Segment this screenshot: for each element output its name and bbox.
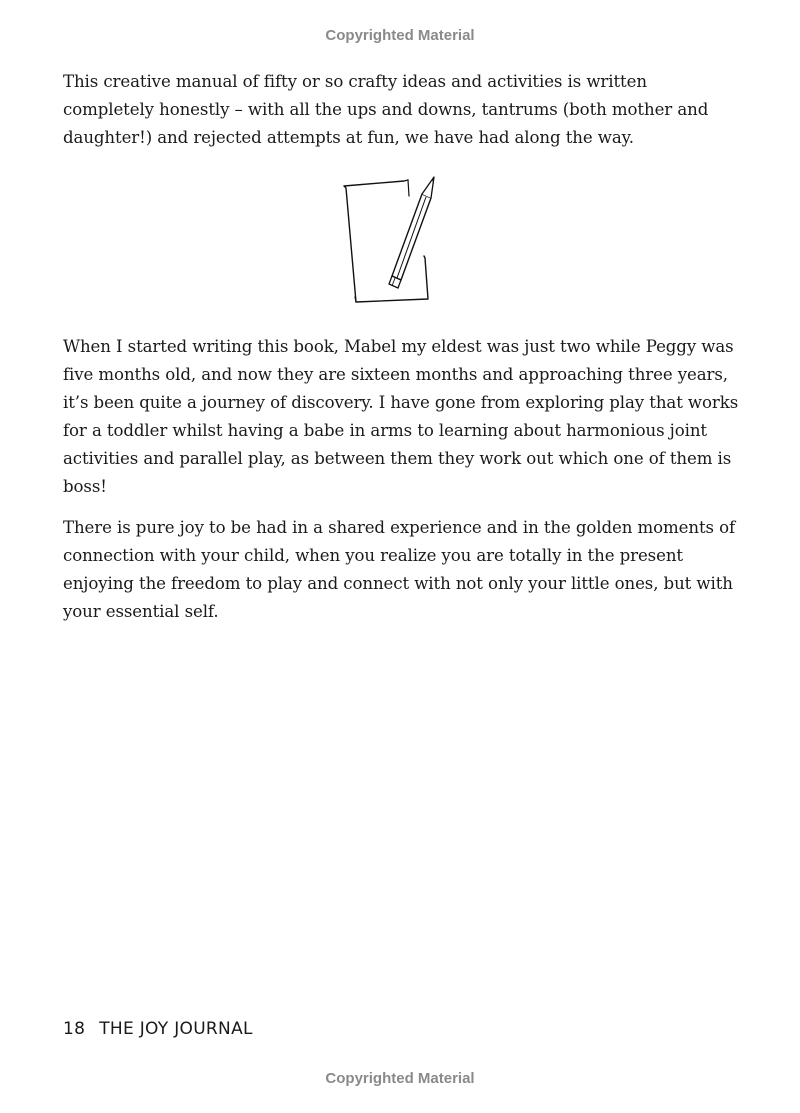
running-book-title: THE JOY JOURNAL bbox=[99, 1019, 253, 1039]
copyright-watermark-bottom: Copyrighted Material bbox=[325, 1070, 475, 1087]
page-footer bbox=[63, 1019, 253, 1039]
paragraph-joy: There is pure joy to be had in a shared experience and in the golden moments of connection with your child, when you realize you are totally in the present enjoying the freedom to play and connect with not only your little ones, but with your essential self. bbox=[63, 518, 736, 621]
paragraph-intro: This creative manual of fifty or so crafty ideas and activities is written completely honestly – with all the ups and downs, tantrums (both mother and daughter!) and rejected attempts at fun, we have had along the way. bbox=[63, 72, 709, 147]
copyright-watermark-top: Copyrighted Material bbox=[325, 27, 475, 44]
page-number: 18 bbox=[63, 1019, 86, 1039]
paper-and-pencil-sketch-icon bbox=[336, 172, 444, 310]
paragraph-journey: When I started writing this book, Mabel my eldest was just two while Peggy was five months old, and now they are sixteen months and approaching three years, it’s been quite a journey of discovery. I have gone from exploring play that works for a toddler whilst having a babe in arms to learning about harmonious joint activities and parallel play, as between them they work out which one of them is boss! bbox=[63, 337, 739, 496]
